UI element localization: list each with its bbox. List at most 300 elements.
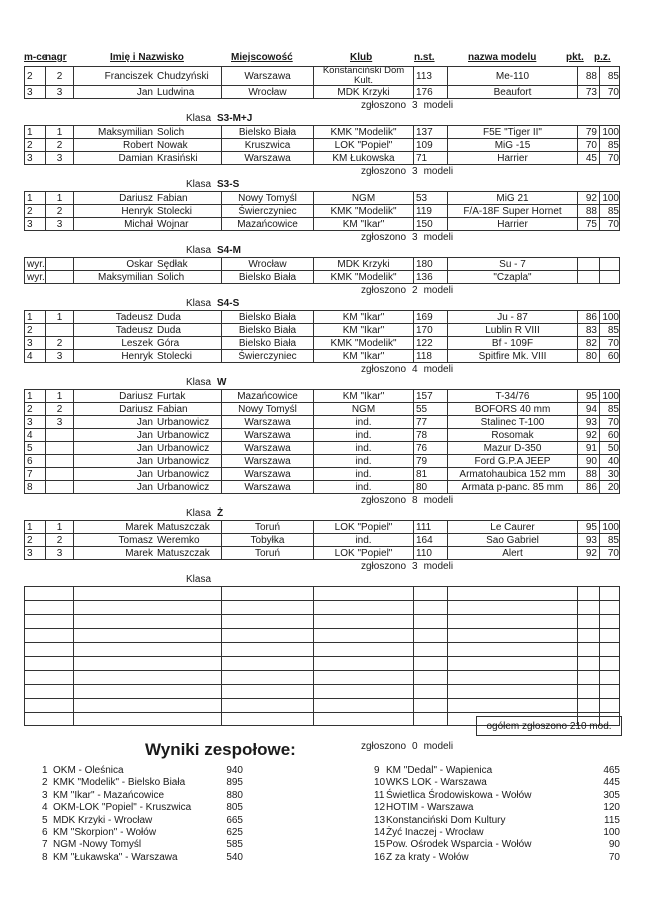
cell-fn: Jan (73, 481, 155, 493)
cell-fn: Oskar (73, 258, 155, 270)
cell-n (45, 429, 73, 441)
empty-cell-divider (313, 629, 314, 642)
cell-city: Warszawa (221, 468, 313, 480)
cell-pz: 70 (599, 152, 621, 164)
empty-cell-divider (73, 629, 74, 642)
team-name: Żyć Inaczej - Wrocław (386, 827, 484, 838)
modeli-label: modeli (423, 166, 454, 177)
cell-model: F5E "Tiger II" (447, 126, 577, 138)
cell-ln: Weremko (157, 534, 200, 546)
cell-city: Bielsko Biała (221, 126, 313, 138)
cell-nst: 136 (413, 271, 447, 283)
cell-nst: 78 (413, 429, 447, 441)
cell-m: 3 (27, 337, 33, 349)
cell-club: KMK "Modelik" (313, 126, 413, 138)
team-rank: 12 (374, 802, 386, 814)
table-row (24, 257, 620, 270)
cell-ln: Urbanowicz (157, 468, 210, 480)
team-points: 940 (226, 765, 243, 776)
empty-cell-divider (599, 601, 600, 614)
cell-fn: Dariusz (73, 403, 155, 415)
cell-fn: Tadeusz (73, 324, 155, 336)
cell-city: Mazańcowice (221, 390, 313, 402)
cell-model: Mazur D-350 (447, 442, 577, 454)
cell-club: LOK "Popiel" (313, 547, 413, 559)
empty-cell-divider (313, 657, 314, 670)
cell-n: 2 (45, 67, 73, 85)
klasa-label: Klasa (186, 377, 212, 388)
cell-city: Bielsko Biała (221, 324, 313, 336)
cell-model: Spitfire Mk. VIII (447, 350, 577, 362)
empty-cell-divider (577, 643, 578, 656)
klasa-heading (24, 244, 620, 257)
team-name: Świetlica Środowiskowa - Wołów (386, 789, 532, 801)
entries-count (24, 494, 620, 507)
cell-nst: 113 (413, 67, 447, 85)
cell-pz: 70 (599, 218, 621, 230)
cell-fn: Robert (73, 139, 155, 151)
empty-cell-divider (447, 629, 448, 642)
empty-table-row (24, 600, 620, 614)
header-m: m-ce (24, 52, 48, 63)
klasa-heading (24, 507, 620, 520)
cell-fn: Dariusz (73, 192, 155, 204)
cell-n (45, 324, 73, 336)
cell-m: 2 (27, 139, 33, 151)
empty-cell-divider (599, 643, 600, 656)
empty-cell-divider (447, 685, 448, 698)
empty-table-row (24, 684, 620, 698)
cell-pz: 70 (599, 547, 621, 559)
empty-cell-divider (447, 615, 448, 628)
cell-n (45, 258, 73, 270)
cell-ln: Urbanowicz (157, 442, 210, 454)
team-rank: 7 (42, 839, 48, 851)
cell-city: Bielsko Biała (221, 337, 313, 349)
cell-pkt: 91 (577, 442, 599, 454)
cell-n: 3 (45, 86, 73, 98)
cell-m: 3 (27, 218, 33, 230)
table-row (24, 66, 620, 85)
cell-fn: Dariusz (73, 390, 155, 402)
count-value: 0 (412, 741, 418, 752)
empty-cell-divider (447, 657, 448, 670)
cell-m: 3 (27, 86, 33, 98)
team-name: Z za kraty - Wołów (386, 851, 469, 863)
cell-pz: 60 (599, 429, 621, 441)
table-row (24, 151, 620, 165)
cell-city: Warszawa (221, 455, 313, 467)
empty-cell-divider (447, 713, 448, 725)
cell-nst: 169 (413, 311, 447, 323)
zgloszono-label: zgłoszono (361, 285, 407, 296)
table-row (24, 467, 620, 480)
cell-city: Warszawa (221, 416, 313, 428)
total-entries: ogółem zgłoszono 210 mod. (476, 716, 622, 736)
table-row (24, 546, 620, 560)
cell-model: Ju - 87 (447, 311, 577, 323)
cell-nst: 77 (413, 416, 447, 428)
cell-m: wyr. (27, 258, 45, 270)
modeli-label: modeli (423, 285, 454, 296)
team-name: KM "Dedal" - Wapienica (386, 765, 493, 776)
header-name: Imię i Nazwisko (110, 52, 184, 63)
cell-pz: 70 (599, 337, 621, 349)
cell-pkt: 82 (577, 337, 599, 349)
cell-n: 3 (45, 152, 73, 164)
empty-cell-divider (221, 685, 222, 698)
empty-cell-divider (413, 629, 414, 642)
cell-nst: 157 (413, 390, 447, 402)
table-row (24, 191, 620, 204)
cell-m: 2 (27, 534, 33, 546)
cell-nst: 53 (413, 192, 447, 204)
cell-club: KM "Ikar" (313, 324, 413, 336)
team-name: OKM - Oleśnica (53, 765, 124, 776)
cell-nst: 122 (413, 337, 447, 349)
cell-city: Toruń (221, 547, 313, 559)
cell-nst: 111 (413, 521, 447, 533)
table-row (24, 520, 620, 533)
cell-ln: Matuszczak (157, 521, 210, 533)
team-points: 115 (604, 814, 620, 826)
team-name: KM "Łukawska" - Warszawa (53, 851, 178, 863)
empty-cell-divider (577, 629, 578, 642)
cell-pkt: 92 (577, 429, 599, 441)
empty-cell-divider (577, 699, 578, 712)
cell-pkt: 75 (577, 218, 599, 230)
cell-pkt: 95 (577, 390, 599, 402)
cell-pz: 85 (599, 139, 621, 151)
cell-ln: Krasiński (157, 152, 198, 164)
klasa-label: Klasa (186, 179, 212, 190)
team-points: 90 (608, 839, 620, 851)
zgloszono-label: zgłoszono (361, 561, 407, 572)
empty-cell-divider (447, 699, 448, 712)
table-row (24, 270, 620, 284)
cell-pkt: 90 (577, 455, 599, 467)
table-row (24, 125, 620, 138)
cell-model: MiG -15 (447, 139, 577, 151)
klasa-heading (24, 112, 620, 125)
empty-cell-divider (221, 629, 222, 642)
klasa-name: W (217, 377, 227, 388)
team-rank: 1 (42, 765, 48, 776)
header-club: Klub (350, 52, 373, 63)
cell-fn: Jan (73, 442, 155, 454)
klasa-heading (24, 178, 620, 191)
cell-city: Świerczyniec (221, 205, 313, 217)
klasa-name: S4-S (217, 298, 240, 309)
cell-city: Nowy Tomyśl (221, 192, 313, 204)
klasa-name: Ż (217, 508, 224, 519)
zgloszono-label: zgłoszono (361, 364, 407, 375)
team-points: 625 (226, 827, 243, 838)
team-name: KM "Ikar" - Mazańcowice (53, 789, 165, 801)
empty-cell-divider (577, 685, 578, 698)
empty-cell-divider (73, 643, 74, 656)
team-rank: 3 (42, 789, 48, 801)
entries-count (24, 284, 620, 297)
klasa-label: Klasa (186, 508, 212, 519)
table-row (24, 204, 620, 217)
cell-club: KM "Ikar" (313, 218, 413, 230)
empty-cell-divider (447, 671, 448, 684)
empty-cell-divider (221, 713, 222, 725)
team-name: MDK Krzyki - Wrocław (53, 814, 153, 826)
cell-ln: Sędłak (157, 258, 188, 270)
cell-club: KMK "Modelik" (313, 205, 413, 217)
cell-n: 2 (45, 205, 73, 217)
cell-club: KM Łukowska (313, 152, 413, 164)
cell-n (45, 481, 73, 493)
empty-cell-divider (413, 615, 414, 628)
cell-pkt: 79 (577, 126, 599, 138)
cell-m: 1 (27, 390, 33, 402)
entries-count (24, 560, 620, 573)
cell-pz (599, 258, 621, 270)
empty-cell-divider (313, 671, 314, 684)
cell-model: Harrier (447, 218, 577, 230)
cell-club: KM "Ikar" (313, 350, 413, 362)
cell-m: 3 (27, 152, 33, 164)
empty-cell-divider (599, 615, 600, 628)
klasa-heading (24, 573, 620, 586)
cell-fn: Tomasz (73, 534, 155, 546)
cell-model: Bf - 109F (447, 337, 577, 349)
empty-cell-divider (73, 587, 74, 600)
team-rank: 6 (42, 827, 48, 838)
cell-fn: Tadeusz (73, 311, 155, 323)
modeli-label: modeli (423, 232, 454, 243)
cell-fn: Michał (73, 218, 155, 230)
cell-club: KMK "Modelik" (313, 271, 413, 283)
cell-m: 3 (27, 547, 33, 559)
table-row (24, 336, 620, 349)
cell-club: Konstanciński Dom Kult. (313, 67, 413, 85)
cell-n: 2 (45, 139, 73, 151)
empty-cell-divider (599, 671, 600, 684)
count-value: 3 (412, 232, 418, 243)
cell-pkt: 94 (577, 403, 599, 415)
cell-fn: Jan (73, 429, 155, 441)
team-points: 305 (603, 789, 620, 801)
cell-city: Mazańcowice (221, 218, 313, 230)
cell-city: Warszawa (221, 481, 313, 493)
entries-count (24, 165, 620, 178)
cell-pz: 50 (599, 442, 621, 454)
cell-pz: 60 (599, 350, 621, 362)
header-city: Miejscowość (231, 52, 293, 63)
empty-cell-divider (447, 601, 448, 614)
cell-club: ind. (313, 429, 413, 441)
cell-ln: Solich (157, 271, 185, 283)
team-points: 70 (608, 851, 620, 863)
empty-cell-divider (577, 587, 578, 600)
cell-ln: Matuszczak (157, 547, 210, 559)
table-row (24, 349, 620, 363)
cell-fn: Marek (73, 547, 155, 559)
cell-nst: 137 (413, 126, 447, 138)
cell-ln: Urbanowicz (157, 455, 210, 467)
cell-pkt (577, 271, 599, 283)
cell-city: Tobyłka (221, 534, 313, 546)
modeli-label: modeli (423, 741, 454, 752)
team-points: 465 (603, 765, 620, 776)
empty-cell-divider (221, 657, 222, 670)
empty-cell-divider (599, 629, 600, 642)
empty-cell-divider (73, 671, 74, 684)
empty-cell-divider (599, 699, 600, 712)
entries-count (24, 99, 620, 112)
team-points: 100 (603, 827, 620, 838)
cell-n: 3 (45, 416, 73, 428)
cell-pz: 85 (599, 205, 621, 217)
cell-m: 7 (27, 468, 33, 480)
modeli-label: modeli (423, 100, 454, 111)
team-rank: 16 (374, 851, 386, 863)
cell-ln: Furtak (157, 390, 186, 402)
team-rank: 10 (374, 777, 386, 789)
empty-cell-divider (221, 615, 222, 628)
team-name: KMK "Modelik" - Bielsko Biała (53, 777, 186, 789)
cell-model: Harrier (447, 152, 577, 164)
cell-m: 2 (27, 324, 33, 336)
header-nst: n.st. (414, 52, 435, 63)
cell-ln: Ludwina (157, 86, 195, 98)
team-name: Pow. Ośrodek Wsparcia - Wołów (386, 839, 532, 851)
klasa-name: S3-M+J (217, 113, 253, 124)
cell-fn: Marek (73, 521, 155, 533)
cell-city: Wrocław (221, 258, 313, 270)
empty-cell-divider (73, 713, 74, 725)
count-value: 2 (412, 285, 418, 296)
cell-fn: Henryk (73, 205, 155, 217)
cell-model: F/A-18F Super Hornet (447, 205, 577, 217)
cell-nst: 79 (413, 455, 447, 467)
empty-cell-divider (413, 685, 414, 698)
team-rank: 5 (42, 814, 48, 826)
cell-city: Toruń (221, 521, 313, 533)
cell-pz: 85 (599, 534, 621, 546)
cell-pkt: 70 (577, 139, 599, 151)
cell-model: BOFORS 40 mm (447, 403, 577, 415)
empty-cell-divider (413, 587, 414, 600)
cell-pz: 40 (599, 455, 621, 467)
cell-pkt: 93 (577, 416, 599, 428)
cell-pz: 85 (599, 67, 621, 85)
empty-table-row (24, 586, 620, 600)
cell-model: T-34/76 (447, 390, 577, 402)
empty-table-row (24, 698, 620, 712)
cell-club: KM "Ikar" (313, 390, 413, 402)
cell-fn: Maksymilian (73, 126, 155, 138)
empty-cell-divider (413, 601, 414, 614)
cell-pkt: 92 (577, 192, 599, 204)
empty-table-row (24, 628, 620, 642)
team-points: 805 (226, 802, 243, 814)
cell-fn: Jan (73, 86, 155, 98)
empty-cell-divider (599, 657, 600, 670)
cell-pkt: 45 (577, 152, 599, 164)
modeli-label: modeli (423, 364, 454, 375)
cell-model: Me-110 (447, 67, 577, 85)
cell-nst: 176 (413, 86, 447, 98)
cell-pkt: 88 (577, 205, 599, 217)
klasa-heading (24, 376, 620, 389)
cell-m: 2 (27, 205, 33, 217)
table-row (24, 454, 620, 467)
cell-fn: Franciszek (73, 67, 155, 85)
empty-cell-divider (313, 587, 314, 600)
table-row (24, 441, 620, 454)
header-model: nazwa modelu (468, 52, 537, 63)
empty-cell-divider (73, 601, 74, 614)
count-value: 3 (412, 561, 418, 572)
team-points: 585 (226, 839, 243, 851)
zgloszono-label: zgłoszono (361, 100, 407, 111)
cell-pkt: 88 (577, 67, 599, 85)
cell-fn: Henryk (73, 350, 155, 362)
results-table (24, 66, 620, 753)
cell-n: 3 (45, 218, 73, 230)
cell-ln: Fabian (157, 192, 188, 204)
cell-n: 2 (45, 337, 73, 349)
cell-pz: 100 (599, 390, 621, 402)
team-name: KM "Skorpion" - Wołów (53, 827, 157, 838)
empty-table-row (24, 656, 620, 670)
cell-pkt: 88 (577, 468, 599, 480)
cell-pz: 100 (599, 521, 621, 533)
cell-m: 1 (27, 192, 33, 204)
count-value: 3 (412, 100, 418, 111)
cell-club: ind. (313, 468, 413, 480)
table-row (24, 402, 620, 415)
team-rank: 14 (374, 827, 386, 838)
zgloszono-label: zgłoszono (361, 232, 407, 243)
cell-fn: Jan (73, 416, 155, 428)
cell-city: Wrocław (221, 86, 313, 98)
klasa-name: S4-M (217, 245, 241, 256)
klasa-label: Klasa (186, 245, 212, 256)
empty-cell-divider (413, 671, 414, 684)
empty-cell-divider (313, 601, 314, 614)
cell-ln: Stolecki (157, 205, 193, 217)
team-name: HOTIM - Warszawa (386, 802, 474, 814)
table-row (24, 217, 620, 231)
cell-model: Su - 7 (447, 258, 577, 270)
cell-m: 5 (27, 442, 33, 454)
empty-cell-divider (413, 699, 414, 712)
cell-ln: Chudzyński (157, 70, 209, 82)
table-row (24, 480, 620, 494)
cell-m: 4 (27, 429, 33, 441)
cell-pz: 100 (599, 192, 621, 204)
cell-pkt: 86 (577, 311, 599, 323)
cell-nst: 55 (413, 403, 447, 415)
cell-city: Świerczyniec (221, 350, 313, 362)
cell-m: 1 (27, 311, 33, 323)
cell-n (45, 468, 73, 480)
cell-model: Armatohaubica 152 mm (447, 468, 577, 480)
empty-cell-divider (577, 601, 578, 614)
cell-ln: Solich (157, 126, 185, 138)
empty-cell-divider (221, 699, 222, 712)
cell-ln: Fabian (157, 403, 188, 415)
cell-club: LOK "Popiel" (313, 521, 413, 533)
cell-pz: 85 (599, 403, 621, 415)
cell-pz: 100 (599, 311, 621, 323)
